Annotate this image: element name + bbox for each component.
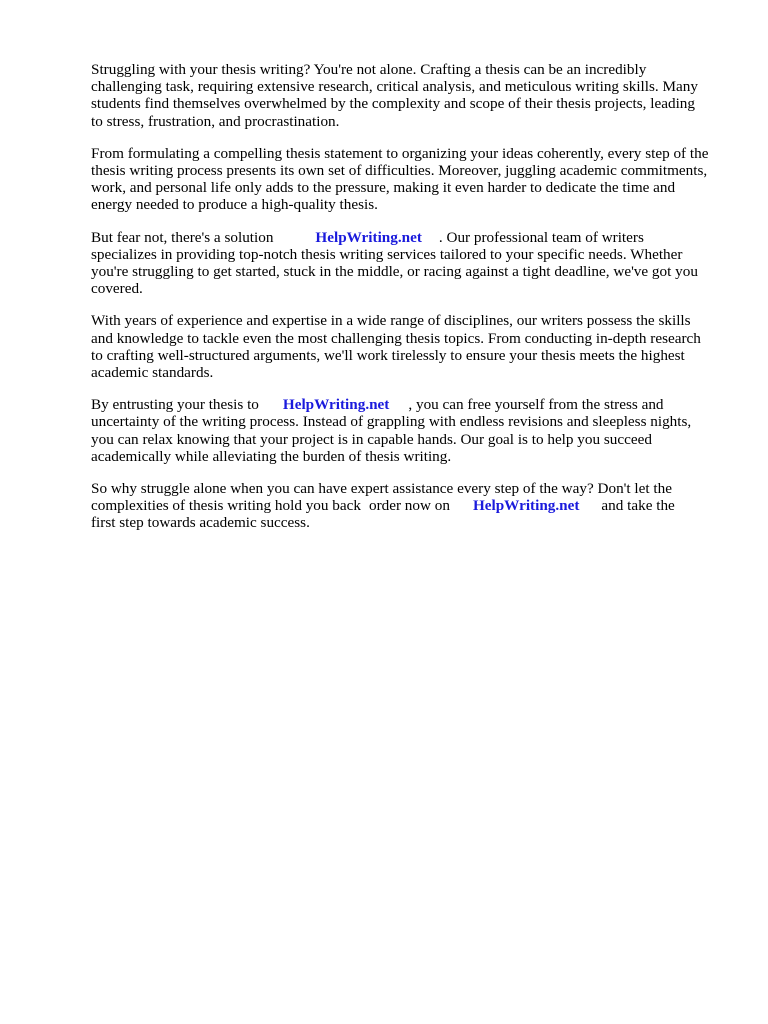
paragraph-text: , you can free yourself from the stress and: [408, 396, 664, 414]
paragraph-1: [91, 61, 731, 130]
paragraph-line: [91, 396, 731, 413]
paragraph-line: academic standards.: [91, 364, 214, 382]
paragraph-line: specializes in providing top-notch thesis writing services tailored to your specific needs. Whether: [91, 245, 683, 263]
paragraph-line: uncertainty of the writing process. Instead of grappling with endless revisions and sleepless nights,: [91, 413, 692, 431]
paragraph-text: order now on: [368, 497, 450, 515]
paragraph-line: challenging task, requiring extensive research, critical analysis, and meticulous writing skills. Many: [91, 78, 698, 96]
paragraph-5: [91, 396, 731, 465]
paragraph-line: [91, 497, 731, 514]
paragraph-text: complexities of thesis writing hold you back: [91, 497, 361, 515]
paragraph-line: students find themselves overwhelmed by the complexity and scope of their thesis projects, leading: [91, 95, 695, 113]
paragraph-line: With years of experience and expertise in a wide range of disciplines, our writers possess the skills: [91, 312, 691, 330]
paragraph-line: you're struggling to get started, stuck in the middle, or racing against a tight deadline, we've got you: [91, 263, 698, 281]
document-page: [91, 61, 731, 547]
paragraph-text: By entrusting your thesis to: [91, 396, 259, 414]
paragraph-4: [91, 312, 731, 381]
paragraph-line: you can relax knowing that your project is in capable hands. Our goal is to help you succeed: [91, 430, 652, 448]
paragraph-line: to crafting well-structured arguments, we'll work tirelessly to ensure your thesis meets the highest: [91, 346, 685, 364]
paragraph-line: first step towards academic success.: [91, 514, 310, 532]
paragraph-line: work, and personal life only adds to the pressure, making it even harder to dedicate the time and: [91, 179, 676, 197]
paragraph-line: academically while alleviating the burden of thesis writing.: [91, 447, 452, 465]
paragraph-text: . Our professional team of writers: [438, 228, 644, 246]
helpwriting-link[interactable]: HelpWriting.net: [472, 497, 580, 515]
paragraph-line: So why struggle alone when you can have expert assistance every step of the way? Don't let the: [91, 480, 672, 498]
paragraph-line: to stress, frustration, and procrastination.: [91, 112, 340, 130]
paragraph-line: From formulating a compelling thesis statement to organizing your ideas coherently, every step of the: [91, 144, 709, 162]
helpwriting-link[interactable]: HelpWriting.net: [282, 396, 390, 414]
paragraph-text: But fear not, there's a solution: [91, 228, 274, 246]
paragraph-line: [91, 229, 731, 246]
paragraph-text: and take the: [601, 497, 675, 515]
paragraph-line: thesis writing process presents its own set of difficulties. Moreover, juggling academic commitments,: [91, 162, 708, 180]
paragraph-2: [91, 145, 731, 214]
paragraph-6: [91, 480, 731, 532]
paragraph-line: energy needed to produce a high-quality thesis.: [91, 196, 378, 214]
paragraph-3: [91, 229, 731, 298]
paragraph-line: covered.: [91, 280, 143, 298]
paragraph-line: and knowledge to tackle even the most challenging thesis topics. From conducting in-depth research: [91, 329, 701, 347]
paragraph-line: Struggling with your thesis writing? You're not alone. Crafting a thesis can be an incredibly: [91, 61, 647, 78]
helpwriting-link[interactable]: HelpWriting.net: [315, 228, 422, 246]
